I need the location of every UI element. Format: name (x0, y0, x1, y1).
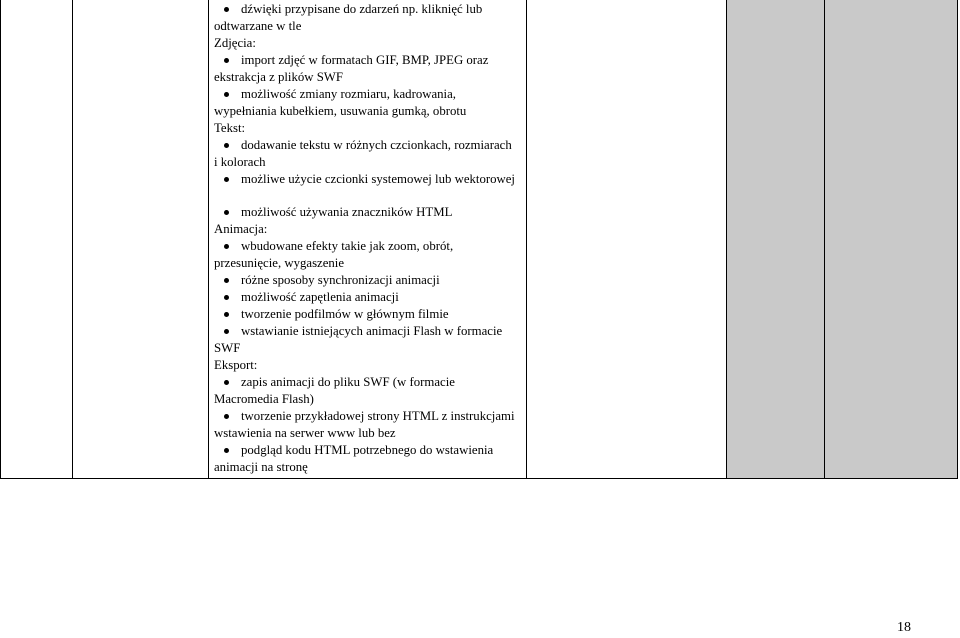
bullet-icon (224, 58, 229, 63)
list-item-text: dźwięki przypisane do zdarzeń np. kliknięć lub (241, 2, 483, 16)
list-item-text: ekstrakcja z plików SWF (214, 70, 344, 84)
row-rule (0, 478, 958, 479)
column-rule (0, 0, 1, 479)
shaded-cell (727, 0, 824, 478)
bullet-icon (224, 177, 229, 182)
bullet-icon (224, 295, 229, 300)
bullet-icon (224, 414, 229, 419)
list-item-text: możliwość zapętlenia animacji (241, 290, 399, 304)
column-rule (72, 0, 73, 479)
list-item-text: możliwość używania znaczników HTML (241, 205, 453, 219)
list-item-text: przesunięcie, wygaszenie (214, 256, 345, 270)
column-rule (957, 0, 958, 479)
list-item-text: wypełniania kubełkiem, usuwania gumką, obrotu (214, 104, 467, 118)
list-item (214, 289, 522, 306)
page-number: 18 (897, 620, 911, 635)
column-rule (208, 0, 209, 479)
list-item-text: wstawienia na serwer www lub bez (214, 426, 396, 440)
list-item (214, 442, 522, 476)
list-item (214, 306, 522, 323)
list-item-text: podgląd kodu HTML potrzebnego do wstawienia (241, 443, 494, 457)
list-item-text: i kolorach (214, 155, 266, 169)
list-item-text: odtwarzane w tle (214, 19, 302, 33)
list-item-text: wstawianie istniejących animacji Flash w formacie (241, 324, 503, 338)
list-item (214, 204, 522, 221)
list-item (214, 374, 522, 408)
list-item-text: animacji na stronę (214, 460, 308, 474)
list-item (214, 52, 522, 86)
list-item-text: import zdjęć w formatach GIF, BMP, JPEG oraz (241, 53, 489, 67)
bullet-icon (224, 329, 229, 334)
list-item-text: tworzenie przykładowej strony HTML z instrukcjami (241, 409, 515, 423)
feature-list (214, 1, 522, 476)
list-item-text: tworzenie podfilmów w głównym filmie (241, 307, 449, 321)
bullet-icon (224, 143, 229, 148)
section-heading: Zdjęcia: (214, 36, 256, 50)
list-item-text: dodawanie tekstu w różnych czcionkach, rozmiarach (241, 138, 512, 152)
list-item (214, 238, 522, 272)
list-item (214, 408, 522, 442)
bullet-icon (224, 92, 229, 97)
bullet-icon (224, 210, 229, 215)
shaded-cell (825, 0, 958, 478)
list-item-text: wbudowane efekty takie jak zoom, obrót, (241, 239, 454, 253)
list-item-text: możliwe użycie czcionki systemowej lub wektorowej (241, 172, 515, 186)
list-item (214, 171, 522, 188)
blank-gap (214, 188, 522, 204)
list-item-text: różne sposoby synchronizacji animacji (241, 273, 440, 287)
list-item (214, 86, 522, 120)
bullet-icon (224, 278, 229, 283)
bullet-icon (224, 7, 229, 12)
section-heading: Eksport: (214, 358, 258, 372)
list-item (214, 272, 522, 289)
bullet-icon (224, 448, 229, 453)
column-rule (726, 0, 727, 479)
section-heading: Animacja: (214, 222, 268, 236)
list-item (214, 323, 522, 357)
list-item (214, 1, 522, 35)
list-item (214, 137, 522, 171)
list-item-text: Macromedia Flash) (214, 392, 314, 406)
column-rule (824, 0, 825, 479)
list-item-text: zapis animacji do pliku SWF (w formacie (241, 375, 455, 389)
bullet-icon (224, 380, 229, 385)
list-item-text: możliwość zmiany rozmiaru, kadrowania, (241, 87, 456, 101)
column-rule (526, 0, 527, 479)
list-item-text: SWF (214, 341, 241, 355)
bullet-icon (224, 244, 229, 249)
bullet-icon (224, 312, 229, 317)
section-heading: Tekst: (214, 121, 246, 135)
